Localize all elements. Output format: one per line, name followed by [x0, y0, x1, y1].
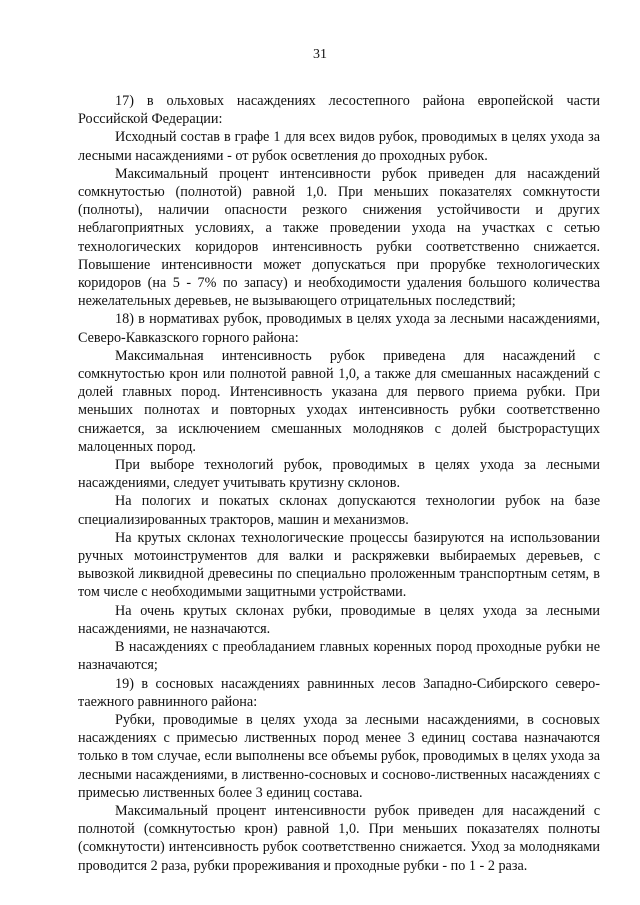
- paragraph: Максимальный процент интенсивности рубок приведен для насаждений с полнотой (сомкнутостью крон) равной 1,0. При меньших показателях полноты (сомкнутости) интенсивность рубок соответственно снижается. Уход за молодняками проводится 2 раза, рубки прореживания и проходные рубки - по 1 - 2 раза.: [78, 802, 600, 874]
- paragraph-item-17: 17) в ольховых насаждениях лесостепного района европейской части Российской Федерации:: [78, 93, 600, 128]
- paragraph: Максимальная интенсивность рубок приведена для насаждений с сомкнутостью крон или полнотой равной 1,0, а также для смешанных насаждений с долей главных пород. Интенсивность указана для первого приема рубки. При меньших полнотах и повторных уходах интенсивность рубки соответственно снижается, за исключением смешанных молодняков с долей быстрорастущих малоценных пород.: [78, 347, 600, 455]
- paragraph: Рубки, проводимые в целях ухода за лесными насаждениями, в сосновых насаждениях с примесью лиственных пород менее 3 единиц состава назначаются только в том случае, если выполнены все объемы рубок, проводимых в целях ухода за лесными насаждениями, в лиственно-сосновых и сосново-лиственных насаждениях с примесью лиственных более 3 единиц состава.: [78, 711, 600, 801]
- paragraph-item-19: 19) в сосновых насаждениях равнинных лесов Западно-Сибирского северо-таежного равнинного района:: [78, 675, 600, 710]
- paragraph: На пологих и покатых склонах допускаются технологии рубок на базе специализированных тракторов, машин и механизмов.: [78, 493, 600, 528]
- paragraph: При выборе технологий рубок, проводимых в целях ухода за лесными насаждениями, следует учитывать крутизну склонов.: [78, 457, 600, 492]
- page-number: 31: [313, 47, 327, 62]
- paragraph: На очень крутых склонах рубки, проводимые в целях ухода за лесными насаждениями, не назначаются.: [78, 602, 600, 637]
- body-text: [78, 92, 600, 875]
- paragraph-item-18: 18) в нормативах рубок, проводимых в целях ухода за лесными насаждениями, Северо-Кавказского горного района:: [78, 311, 600, 346]
- paragraph: На крутых склонах технологические процессы базируются на использовании ручных мотоинструментов для валки и раскряжевки выбираемых деревьев, с вывозкой ликвидной древесины по специально проложенным транспортным сетям, в том числе с необходимыми защитными устройствами.: [78, 529, 600, 601]
- paragraph: Исходный состав в графе 1 для всех видов рубок, проводимых в целях ухода за лесными насаждениями - от рубок осветления до проходных рубок.: [78, 129, 600, 164]
- paragraph: В насаждениях с преобладанием главных коренных пород проходные рубки не назначаются;: [78, 639, 600, 674]
- paragraph: Максимальный процент интенсивности рубок приведен для насаждений сомкнутостью (полнотой) равной 1,0. При меньших показателях сомкнутости (полноты), наличии опасности резкого снижения устойчивости и других неблагоприятных условиях, а также проведении ухода на участках с сетью технологических коридоров интенсивность рубки соответственно снижается. Повышение интенсивности может допускаться при прорубке технологических коридоров (на 5 - 7% по запасу) и необходимости удаления большого количества нежелательных деревьев, не вызывающего отрицательных последствий;: [78, 165, 600, 310]
